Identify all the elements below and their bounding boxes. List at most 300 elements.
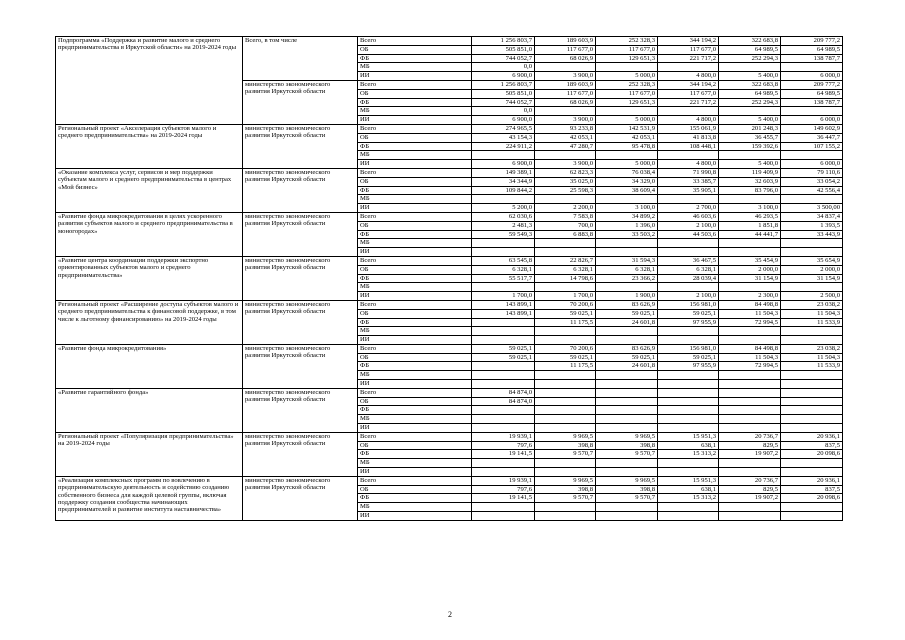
- amount-cell: [781, 388, 843, 397]
- amount-cell: 59 549,3: [472, 230, 535, 239]
- amount-cell: 44 441,7: [719, 230, 781, 239]
- funding-source-cell: МБ: [358, 195, 472, 204]
- funding-source-cell: ИИ: [358, 380, 472, 389]
- amount-cell: 33 503,2: [596, 230, 658, 239]
- amount-cell: 638,1: [658, 441, 719, 450]
- program-name-cell: «Развитие центра координации поддержки экспортно ориентированных субъектов малого и среднего предпринимательства»: [56, 256, 243, 300]
- amount-cell: 43 154,3: [472, 133, 535, 142]
- amount-cell: [658, 397, 719, 406]
- amount-cell: 6 328,1: [472, 265, 535, 274]
- amount-cell: 9 570,7: [596, 450, 658, 459]
- amount-cell: 5 400,0: [719, 72, 781, 81]
- amount-cell: [472, 512, 535, 521]
- table-row: [56, 37, 843, 46]
- funding-source-cell: ФБ: [358, 318, 472, 327]
- amount-cell: [472, 503, 535, 512]
- funding-source-cell: Всего: [358, 432, 472, 441]
- funding-source-cell: МБ: [358, 283, 472, 292]
- amount-cell: 0,0: [472, 63, 535, 72]
- amount-cell: 129 651,3: [596, 54, 658, 63]
- amount-cell: 2 500,0: [781, 292, 843, 301]
- amount-cell: [596, 512, 658, 521]
- amount-cell: [658, 151, 719, 160]
- table-row: [56, 212, 843, 221]
- amount-cell: 20 098,6: [781, 450, 843, 459]
- amount-cell: 59 025,1: [535, 309, 596, 318]
- amount-cell: [472, 248, 535, 257]
- amount-cell: [658, 336, 719, 345]
- funding-source-cell: МБ: [358, 415, 472, 424]
- amount-cell: 24 601,8: [596, 362, 658, 371]
- amount-cell: 201 248,3: [719, 124, 781, 133]
- amount-cell: 2 700,0: [658, 204, 719, 213]
- amount-cell: 68 026,9: [535, 98, 596, 107]
- amount-cell: 76 038,4: [596, 168, 658, 177]
- amount-cell: 46 603,6: [658, 212, 719, 221]
- amount-cell: 138 787,7: [781, 98, 843, 107]
- funding-source-cell: ИИ: [358, 72, 472, 81]
- amount-cell: 209 777,2: [781, 37, 843, 46]
- amount-cell: 31 154,9: [781, 274, 843, 283]
- amount-cell: 5 000,0: [596, 72, 658, 81]
- amount-cell: 38 609,4: [596, 186, 658, 195]
- funding-source-cell: ОБ: [358, 309, 472, 318]
- amount-cell: [658, 107, 719, 116]
- funding-source-cell: ОБ: [358, 45, 472, 54]
- amount-cell: 72 994,5: [719, 362, 781, 371]
- amount-cell: 35 025,0: [535, 177, 596, 186]
- amount-cell: 19 907,2: [719, 494, 781, 503]
- amount-cell: 9 969,5: [535, 432, 596, 441]
- funding-source-cell: Всего: [358, 388, 472, 397]
- amount-cell: [719, 195, 781, 204]
- amount-cell: 398,8: [596, 485, 658, 494]
- amount-cell: 117 677,0: [596, 89, 658, 98]
- funding-source-cell: ОБ: [358, 485, 472, 494]
- amount-cell: 797,6: [472, 485, 535, 494]
- amount-cell: 797,6: [472, 441, 535, 450]
- amount-cell: 11 504,3: [719, 353, 781, 362]
- amount-cell: 95 478,8: [596, 142, 658, 151]
- amount-cell: 11 504,3: [781, 353, 843, 362]
- executor-cell: министерство экономического развития Иркутской области: [243, 168, 358, 212]
- amount-cell: [781, 336, 843, 345]
- amount-cell: 322 683,8: [719, 37, 781, 46]
- amount-cell: [596, 415, 658, 424]
- funding-source-cell: ФБ: [358, 230, 472, 239]
- amount-cell: 97 955,9: [658, 362, 719, 371]
- amount-cell: [658, 248, 719, 257]
- funding-source-cell: МБ: [358, 239, 472, 248]
- amount-cell: 19 907,2: [719, 450, 781, 459]
- amount-cell: 149 602,9: [781, 124, 843, 133]
- amount-cell: [472, 371, 535, 380]
- amount-cell: 2 300,0: [719, 292, 781, 301]
- amount-cell: 46 293,5: [719, 212, 781, 221]
- table-row: [56, 124, 843, 133]
- amount-cell: [535, 406, 596, 415]
- amount-cell: 252 328,3: [596, 80, 658, 89]
- amount-cell: [719, 406, 781, 415]
- table-row: [56, 256, 843, 265]
- amount-cell: 505 851,0: [472, 45, 535, 54]
- amount-cell: 64 989,5: [719, 89, 781, 98]
- funding-source-cell: Всего: [358, 37, 472, 46]
- amount-cell: 398,8: [535, 485, 596, 494]
- amount-cell: 34 329,0: [596, 177, 658, 186]
- amount-cell: 20 936,1: [781, 476, 843, 485]
- amount-cell: 6 000,0: [781, 72, 843, 81]
- amount-cell: 189 603,9: [535, 37, 596, 46]
- amount-cell: [658, 371, 719, 380]
- amount-cell: 34 899,2: [596, 212, 658, 221]
- amount-cell: [596, 63, 658, 72]
- amount-cell: 9 570,7: [596, 494, 658, 503]
- amount-cell: [535, 415, 596, 424]
- amount-cell: 159 392,6: [719, 142, 781, 151]
- amount-cell: 2 100,0: [658, 221, 719, 230]
- amount-cell: 6 328,1: [535, 265, 596, 274]
- amount-cell: [472, 468, 535, 477]
- amount-cell: 1 256 803,7: [472, 80, 535, 89]
- amount-cell: [781, 371, 843, 380]
- funding-source-cell: ОБ: [358, 89, 472, 98]
- amount-cell: [658, 388, 719, 397]
- amount-cell: 35 454,9: [719, 256, 781, 265]
- program-name-cell: «Реализация комплексных программ по вовлечению в предпринимательскую деятельность и содействию созданию собственного бизнеса для каждой целевой группы, включая поддержку создания сообщества начинающих предпринимателей и развитие института наставничества»: [56, 476, 243, 520]
- amount-cell: [535, 248, 596, 257]
- funding-source-cell: МБ: [358, 327, 472, 336]
- amount-cell: 97 955,9: [658, 318, 719, 327]
- amount-cell: [719, 459, 781, 468]
- funding-source-cell: Всего: [358, 256, 472, 265]
- amount-cell: [781, 151, 843, 160]
- amount-cell: [472, 239, 535, 248]
- amount-cell: [658, 503, 719, 512]
- amount-cell: 11 175,5: [535, 362, 596, 371]
- amount-cell: 68 026,9: [535, 54, 596, 63]
- amount-cell: 6 900,0: [472, 160, 535, 169]
- amount-cell: 6 000,0: [781, 116, 843, 125]
- table-row: [56, 476, 843, 485]
- amount-cell: 2 200,0: [535, 204, 596, 213]
- amount-cell: 3 500,00: [781, 204, 843, 213]
- funding-source-cell: ИИ: [358, 204, 472, 213]
- funding-source-cell: ФБ: [358, 142, 472, 151]
- amount-cell: 79 110,6: [781, 168, 843, 177]
- funding-source-cell: ИИ: [358, 468, 472, 477]
- amount-cell: 11 533,9: [781, 362, 843, 371]
- amount-cell: 15 313,2: [658, 450, 719, 459]
- amount-cell: 14 798,6: [535, 274, 596, 283]
- amount-cell: [535, 327, 596, 336]
- amount-cell: 1 700,0: [472, 292, 535, 301]
- amount-cell: [596, 239, 658, 248]
- amount-cell: 2 000,0: [781, 265, 843, 274]
- amount-cell: [781, 380, 843, 389]
- amount-cell: 5 400,0: [719, 160, 781, 169]
- funding-source-cell: Всего: [358, 80, 472, 89]
- executor-cell: министерство экономического развития Иркутской области: [243, 432, 358, 476]
- funding-source-cell: ИИ: [358, 160, 472, 169]
- funding-source-cell: ОБ: [358, 133, 472, 142]
- table-row: [56, 300, 843, 309]
- funding-source-cell: Всего: [358, 124, 472, 133]
- amount-cell: 15 313,2: [658, 494, 719, 503]
- amount-cell: [472, 424, 535, 433]
- table-row: [56, 344, 843, 353]
- program-name-cell: Региональный проект «Акселерация субъектов малого и среднего предпринимательства» на 2019-2024 годы: [56, 124, 243, 168]
- amount-cell: 3 900,0: [535, 72, 596, 81]
- amount-cell: 35 654,9: [781, 256, 843, 265]
- amount-cell: 20 736,7: [719, 476, 781, 485]
- funding-source-cell: Всего: [358, 212, 472, 221]
- amount-cell: 837,5: [781, 485, 843, 494]
- amount-cell: 11 533,9: [781, 318, 843, 327]
- amount-cell: [719, 380, 781, 389]
- amount-cell: [535, 63, 596, 72]
- amount-cell: 107 155,2: [781, 142, 843, 151]
- amount-cell: [596, 459, 658, 468]
- amount-cell: [535, 468, 596, 477]
- funding-source-cell: ИИ: [358, 292, 472, 301]
- amount-cell: [596, 380, 658, 389]
- funding-source-cell: ФБ: [358, 406, 472, 415]
- amount-cell: [472, 415, 535, 424]
- amount-cell: [535, 239, 596, 248]
- amount-cell: 31 154,9: [719, 274, 781, 283]
- amount-cell: 5 400,0: [719, 116, 781, 125]
- amount-cell: 83 626,9: [596, 344, 658, 353]
- amount-cell: 11 504,3: [781, 309, 843, 318]
- program-name-cell: «Оказание комплекса услуг, сервисов и мер поддержки субъектам малого и среднего предпринимательства в центрах «Мой бизнес»: [56, 168, 243, 212]
- amount-cell: 3 900,0: [535, 160, 596, 169]
- amount-cell: 109 844,2: [472, 186, 535, 195]
- amount-cell: 59 025,1: [658, 309, 719, 318]
- amount-cell: 2 000,0: [719, 265, 781, 274]
- amount-cell: 41 813,8: [658, 133, 719, 142]
- amount-cell: 1 900,0: [596, 292, 658, 301]
- amount-cell: 9 969,5: [596, 432, 658, 441]
- funding-source-cell: МБ: [358, 151, 472, 160]
- amount-cell: [781, 63, 843, 72]
- amount-cell: 20 936,1: [781, 432, 843, 441]
- amount-cell: [535, 107, 596, 116]
- program-name-cell: «Развитие фонда микрокредитования»: [56, 344, 243, 388]
- amount-cell: [658, 283, 719, 292]
- amount-cell: [658, 406, 719, 415]
- amount-cell: [719, 239, 781, 248]
- amount-cell: 744 052,7: [472, 54, 535, 63]
- amount-cell: 19 141,5: [472, 494, 535, 503]
- amount-cell: 59 025,1: [472, 353, 535, 362]
- amount-cell: [596, 336, 658, 345]
- amount-cell: 9 969,5: [535, 476, 596, 485]
- amount-cell: 83 626,9: [596, 300, 658, 309]
- amount-cell: [472, 327, 535, 336]
- amount-cell: 3 100,0: [596, 204, 658, 213]
- funding-source-cell: ФБ: [358, 274, 472, 283]
- amount-cell: [719, 107, 781, 116]
- amount-cell: 83 796,0: [719, 186, 781, 195]
- amount-cell: 1 393,5: [781, 221, 843, 230]
- amount-cell: 5 000,0: [596, 160, 658, 169]
- amount-cell: [596, 248, 658, 257]
- amount-cell: [719, 371, 781, 380]
- funding-source-cell: МБ: [358, 459, 472, 468]
- amount-cell: 23 038,2: [781, 300, 843, 309]
- funding-source-cell: ФБ: [358, 450, 472, 459]
- amount-cell: 35 905,1: [658, 186, 719, 195]
- amount-cell: [781, 195, 843, 204]
- executor-cell: министерство экономического развития Иркутской области: [243, 212, 358, 256]
- amount-cell: [658, 512, 719, 521]
- funding-source-cell: ФБ: [358, 54, 472, 63]
- funding-source-cell: ОБ: [358, 177, 472, 186]
- amount-cell: 42 556,4: [781, 186, 843, 195]
- amount-cell: [658, 468, 719, 477]
- funding-source-cell: МБ: [358, 503, 472, 512]
- amount-cell: [719, 336, 781, 345]
- amount-cell: 837,5: [781, 441, 843, 450]
- amount-cell: 2 481,3: [472, 221, 535, 230]
- amount-cell: 24 601,8: [596, 318, 658, 327]
- amount-cell: [658, 380, 719, 389]
- amount-cell: 3 900,0: [535, 116, 596, 125]
- amount-cell: 5 000,0: [596, 116, 658, 125]
- amount-cell: 6 900,0: [472, 116, 535, 125]
- amount-cell: [535, 424, 596, 433]
- program-name-cell: Региональный проект «Расширение доступа субъектов малого и среднего предпринимательства к финансовой поддержке, в том числе к льготному финансированию» на 2019-2024 годы: [56, 300, 243, 344]
- amount-cell: 25 598,3: [535, 186, 596, 195]
- amount-cell: [781, 415, 843, 424]
- amount-cell: 5 200,0: [472, 204, 535, 213]
- amount-cell: 84 498,8: [719, 344, 781, 353]
- amount-cell: [658, 424, 719, 433]
- amount-cell: 142 531,9: [596, 124, 658, 133]
- executor-cell: министерство экономического развития Иркутской области: [243, 476, 358, 520]
- amount-cell: 138 787,7: [781, 54, 843, 63]
- amount-cell: 117 677,0: [535, 45, 596, 54]
- amount-cell: 6 900,0: [472, 72, 535, 81]
- executor-cell: министерство экономического развития Иркутской области: [243, 344, 358, 388]
- amount-cell: 156 981,0: [658, 300, 719, 309]
- amount-cell: 70 200,6: [535, 300, 596, 309]
- amount-cell: 3 100,0: [719, 204, 781, 213]
- amount-cell: [596, 151, 658, 160]
- amount-cell: 36 467,5: [658, 256, 719, 265]
- amount-cell: [535, 397, 596, 406]
- amount-cell: 84 874,0: [472, 397, 535, 406]
- amount-cell: 63 545,8: [472, 256, 535, 265]
- funding-source-cell: Всего: [358, 300, 472, 309]
- amount-cell: [719, 248, 781, 257]
- amount-cell: [658, 327, 719, 336]
- amount-cell: [535, 459, 596, 468]
- amount-cell: 209 777,2: [781, 80, 843, 89]
- amount-cell: [472, 459, 535, 468]
- amount-cell: [535, 512, 596, 521]
- amount-cell: [535, 151, 596, 160]
- funding-source-cell: Всего: [358, 344, 472, 353]
- amount-cell: 34 837,4: [781, 212, 843, 221]
- amount-cell: 32 603,9: [719, 177, 781, 186]
- amount-cell: 19 939,1: [472, 476, 535, 485]
- amount-cell: 47 280,7: [535, 142, 596, 151]
- amount-cell: 252 328,3: [596, 37, 658, 46]
- amount-cell: 59 025,1: [535, 353, 596, 362]
- amount-cell: 93 233,8: [535, 124, 596, 133]
- amount-cell: [596, 327, 658, 336]
- amount-cell: [535, 336, 596, 345]
- amount-cell: 33 443,9: [781, 230, 843, 239]
- amount-cell: 829,5: [719, 485, 781, 494]
- amount-cell: 20 098,6: [781, 494, 843, 503]
- amount-cell: 344 194,2: [658, 37, 719, 46]
- amount-cell: [658, 63, 719, 72]
- amount-cell: 20 736,7: [719, 432, 781, 441]
- amount-cell: 143 899,1: [472, 300, 535, 309]
- funding-source-cell: ОБ: [358, 397, 472, 406]
- funding-source-cell: МБ: [358, 63, 472, 72]
- amount-cell: 19 141,5: [472, 450, 535, 459]
- amount-cell: 6 000,0: [781, 160, 843, 169]
- amount-cell: [658, 195, 719, 204]
- amount-cell: [719, 327, 781, 336]
- funding-source-cell: ОБ: [358, 441, 472, 450]
- amount-cell: [472, 151, 535, 160]
- amount-cell: [472, 336, 535, 345]
- amount-cell: 117 677,0: [535, 89, 596, 98]
- amount-cell: 19 939,1: [472, 432, 535, 441]
- funding-source-cell: ИИ: [358, 116, 472, 125]
- amount-cell: 11 504,3: [719, 309, 781, 318]
- amount-cell: 221 717,2: [658, 54, 719, 63]
- executor-cell: министерство экономического развития Иркутской области: [243, 300, 358, 344]
- amount-cell: [719, 397, 781, 406]
- amount-cell: 15 951,3: [658, 476, 719, 485]
- amount-cell: [472, 380, 535, 389]
- table-row: [56, 432, 843, 441]
- funding-source-cell: ФБ: [358, 362, 472, 371]
- amount-cell: 344 194,2: [658, 80, 719, 89]
- funding-source-cell: ОБ: [358, 221, 472, 230]
- amount-cell: [781, 239, 843, 248]
- amount-cell: [535, 283, 596, 292]
- amount-cell: [781, 283, 843, 292]
- executor-cell: министерство экономического развития Иркутской области: [243, 124, 358, 168]
- amount-cell: 15 951,3: [658, 432, 719, 441]
- funding-source-cell: Всего: [358, 476, 472, 485]
- amount-cell: 224 911,2: [472, 142, 535, 151]
- amount-cell: 7 583,8: [535, 212, 596, 221]
- amount-cell: 22 826,7: [535, 256, 596, 265]
- amount-cell: [472, 362, 535, 371]
- amount-cell: 0,0: [472, 107, 535, 116]
- amount-cell: [472, 283, 535, 292]
- amount-cell: [658, 459, 719, 468]
- amount-cell: 252 294,3: [719, 98, 781, 107]
- amount-cell: 638,1: [658, 485, 719, 494]
- amount-cell: [535, 380, 596, 389]
- amount-cell: [719, 468, 781, 477]
- amount-cell: 36 447,7: [781, 133, 843, 142]
- amount-cell: 221 717,2: [658, 98, 719, 107]
- amount-cell: 6 328,1: [596, 265, 658, 274]
- page-number: 2: [448, 610, 452, 619]
- amount-cell: [596, 195, 658, 204]
- amount-cell: 36 455,7: [719, 133, 781, 142]
